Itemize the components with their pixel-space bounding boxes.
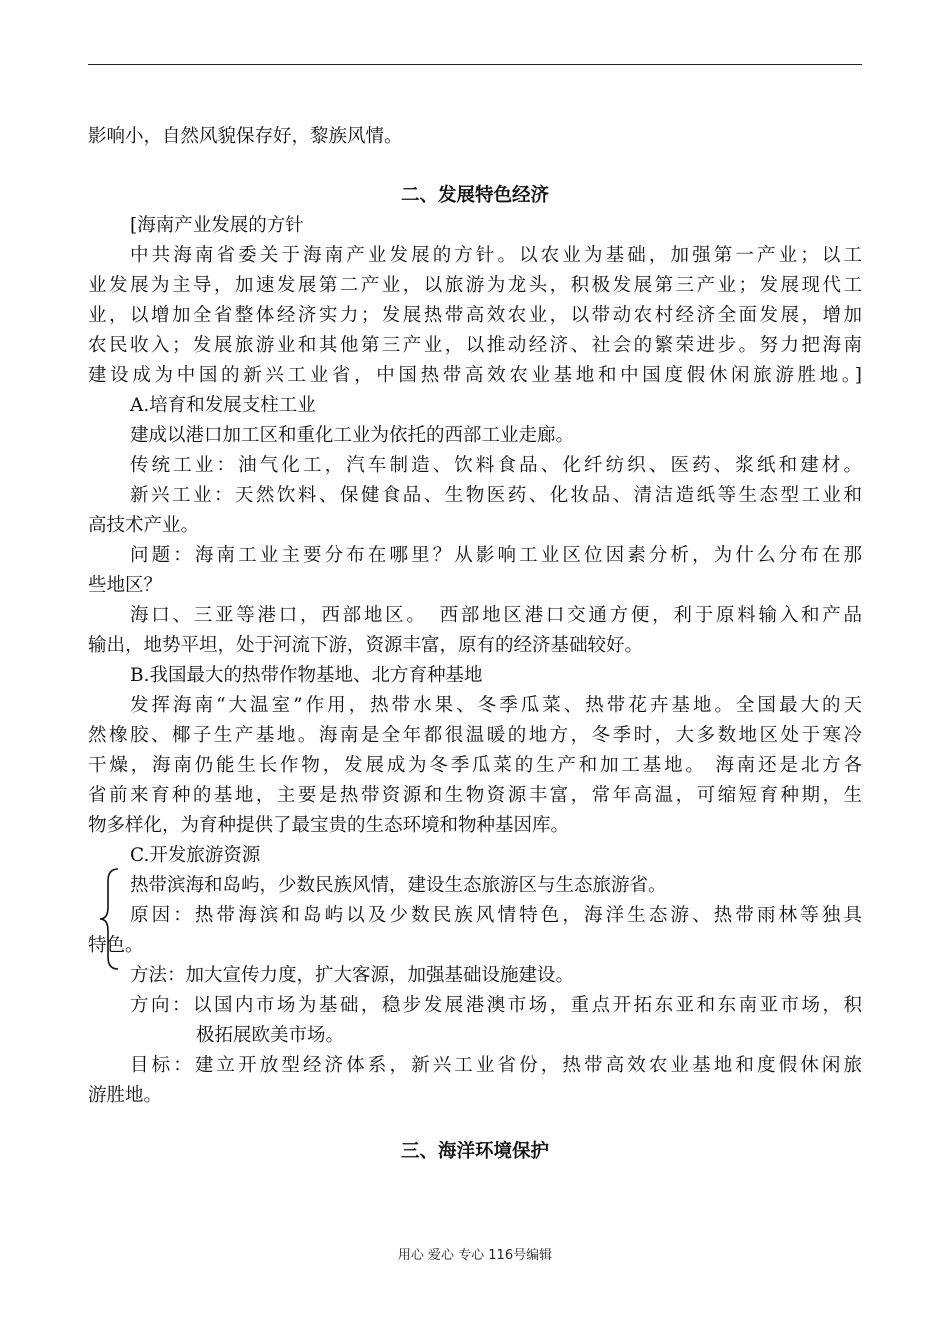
answer-line: 海口、三亚等港口，西部地区。 西部地区港口交通方便，利于原料输入和产品 bbox=[130, 605, 862, 626]
paragraph-tail: 影响小，自然风貌保存好，黎族风情。 bbox=[88, 126, 403, 147]
method-line: 方法：加大宣传力度，扩大客源，加强基础设施建设。 bbox=[130, 965, 575, 986]
paragraph-line: 新兴工业：天然饮料、保健食品、生物医药、化妆品、清洁造纸等生态型工业和 bbox=[130, 485, 862, 506]
page-footer: 用心 爱心 专心 116号编辑 bbox=[397, 1248, 553, 1263]
direction-line: 极拓展欧美市场。 bbox=[196, 1025, 345, 1046]
paragraph-line: 传统工业：油气化工，汽车制造、饮料食品、化纤纺织、医药、浆纸和建材。 bbox=[130, 455, 862, 476]
question-line: 些地区？ bbox=[88, 575, 163, 596]
policy-line: 业发展为主导，加速发展第二产业，以旅游为龙头，积极发展第三产业；发展现代工 bbox=[88, 275, 862, 296]
direction-line: 方向：以国内市场为基础，稳步发展港澳市场，重点开拓东亚和东南亚市场，积 bbox=[130, 995, 862, 1016]
reason-line: 特色。 bbox=[88, 935, 144, 956]
policy-line: 农民收入；发展旅游业和其他第三产业，以推动经济、社会的繁荣进步。努力把海南 bbox=[88, 335, 862, 356]
paragraph-line: 高技术产业。 bbox=[88, 515, 200, 536]
paragraph-line: 建成以港口加工区和重化工业为依托的西部工业走廊。 bbox=[130, 425, 575, 446]
header-rule bbox=[88, 64, 862, 65]
policy-heading: [海南产业发展的方针 bbox=[130, 215, 304, 236]
section-heading-2: 二、发展特色经济 bbox=[400, 185, 549, 206]
paragraph-line: 干燥，海南仍能生长作物，发展成为冬季瓜菜的生产和加工基地。 海南还是北方各 bbox=[88, 755, 862, 776]
paragraph-line: 省前来育种的基地，主要是热带资源和生物资源丰富，常年高温，可缩短育种期，生 bbox=[88, 785, 862, 806]
section-heading-3: 三、海洋环境保护 bbox=[400, 1141, 549, 1162]
question-line: 问题：海南工业主要分布在哪里？从影响工业区位因素分析，为什么分布在那 bbox=[130, 545, 862, 566]
policy-line: 中共海南省委关于海南产业发展的方针。以农业为基础，加强第一产业；以工 bbox=[130, 245, 862, 266]
paragraph-line: 发挥海南“大温室”作用，热带水果、冬季瓜菜、热带花卉基地。全国最大的天 bbox=[130, 695, 862, 716]
reason-line: 原因：热带海滨和岛屿以及少数民族风情特色，海洋生态游、热带雨林等独具 bbox=[130, 905, 862, 926]
answer-line: 输出，地势平坦，处于河流下游，资源丰富，原有的经济基础较好。 bbox=[88, 635, 644, 656]
subheading-a: A.培育和发展支柱工业 bbox=[130, 395, 316, 416]
goal-line: 目标：建立开放型经济体系，新兴工业省份，热带高效农业基地和度假休闲旅 bbox=[130, 1055, 862, 1076]
subheading-c: C.开发旅游资源 bbox=[130, 845, 261, 866]
goal-line: 游胜地。 bbox=[88, 1085, 163, 1106]
policy-line: 业，以增加全省整体经济实力；发展热带高效农业，以带动农村经济全面发展，增加 bbox=[88, 305, 862, 326]
paragraph-line: 物多样化，为育种提供了最宝贵的生态环境和物种基因库。 bbox=[88, 815, 570, 836]
curly-brace-icon bbox=[98, 867, 124, 971]
paragraph-line: 然橡胶、椰子生产基地。海南是全年都很温暖的地方，冬季时，大多数地区处于寒冷 bbox=[88, 725, 862, 746]
policy-line: 建设成为中国的新兴工业省，中国热带高效农业基地和中国度假休闲旅游胜地。] bbox=[88, 365, 862, 386]
paragraph-line: 热带滨海和岛屿，少数民族风情，建设生态旅游区与生态旅游省。 bbox=[130, 875, 667, 896]
subheading-b: B.我国最大的热带作物基地、北方育种基地 bbox=[130, 665, 483, 686]
